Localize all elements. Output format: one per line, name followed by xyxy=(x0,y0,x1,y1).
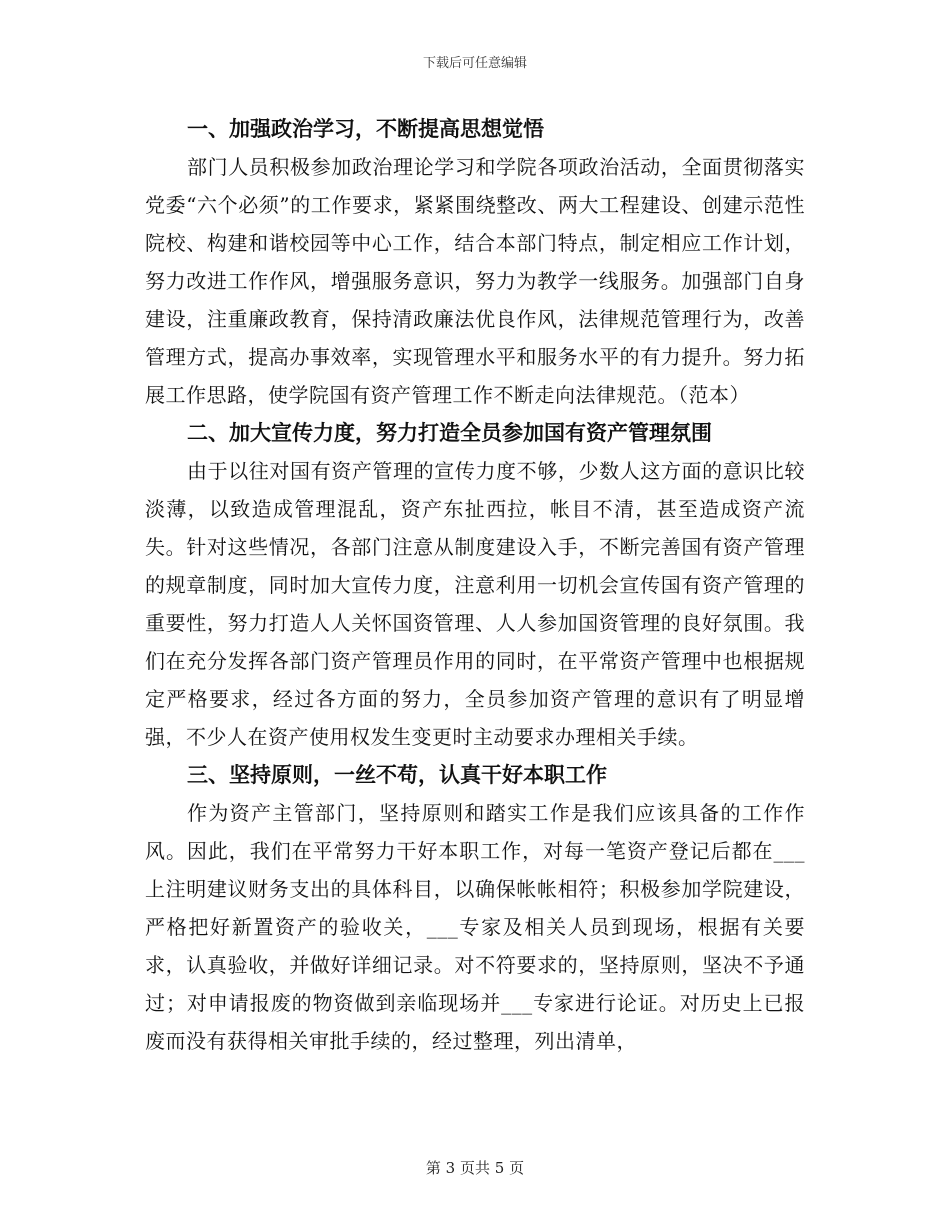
document-body xyxy=(145,110,805,1060)
section-heading-2: 二、加大宣传力度，努力打造全员参加国有资产管理氛围 xyxy=(187,421,712,445)
section-paragraph-1: 部门人员积极参加政治理论学习和学院各项政治活动，全面贯彻落实党委“六个必须”的工作要求，紧紧围绕整改、两大工程建设、创建示范性院校、构建和谐校园等中心工作，结合本部门特点，制定相应工作计划，努力改进工作作风，增强服务意识，努力为教学一线服务。加强部门自身建设，注重廉政教育，保持清政廉法优良作风，法律规范管理行为，改善管理方式，提高办事效率，实现管理水平和服务水平的有力提升。努力拓展工作思路，使学院国有资产管理工作不断走向法律规范。（范本） xyxy=(145,155,805,407)
page-header: 下载后可任意编辑 xyxy=(422,56,527,71)
section-heading-1: 一、加强政治学习，不断提高思想觉悟 xyxy=(187,117,544,141)
section-paragraph-2: 由于以往对国有资产管理的宣传力度不够，少数人这方面的意识比较淡薄，以致造成管理混乱，资产东扯西拉，帐目不清，甚至造成资产流失。针对这些情况，各部门注意从制度建设入手，不断完善国有资产管理的规章制度，同时加大宣传力度，注意利用一切机会宣传国有资产管理的重要性，努力打造人人关怀国资管理、人人参加国资管理的良好氛围。我们在充分发挥各部门资产管理员作用的同时，在平常资产管理中也根据规定严格要求，经过各方面的努力，全员参加资产管理的意识有了明显增强，不少人在资产使用权发生变更时主动要求办理相关手续。 xyxy=(145,459,805,749)
section-paragraph-3: 作为资产主管部门，坚持原则和踏实工作是我们应该具备的工作作风。因此，我们在平常努力干好本职工作，对每一笔资产登记后都在___上注明建议财务支出的具体科目，以确保帐帐相符；积极参加学院建设，严格把好新置资产的验收关，___专家及相关人员到现场，根据有关要求，认真验收，并做好详细记录。对不符要求的，坚持原则，坚决不予通过；对申请报废的物资做到亲临现场并___专家进行论证。对历史上已报废而没有获得相关审批手续的，经过整理，列出清单， xyxy=(145,801,805,1053)
section-heading-3: 三、坚持原则，一丝不苟，认真干好本职工作 xyxy=(187,763,607,787)
page-footer: 第 3 页共 5 页 xyxy=(425,1159,525,1177)
